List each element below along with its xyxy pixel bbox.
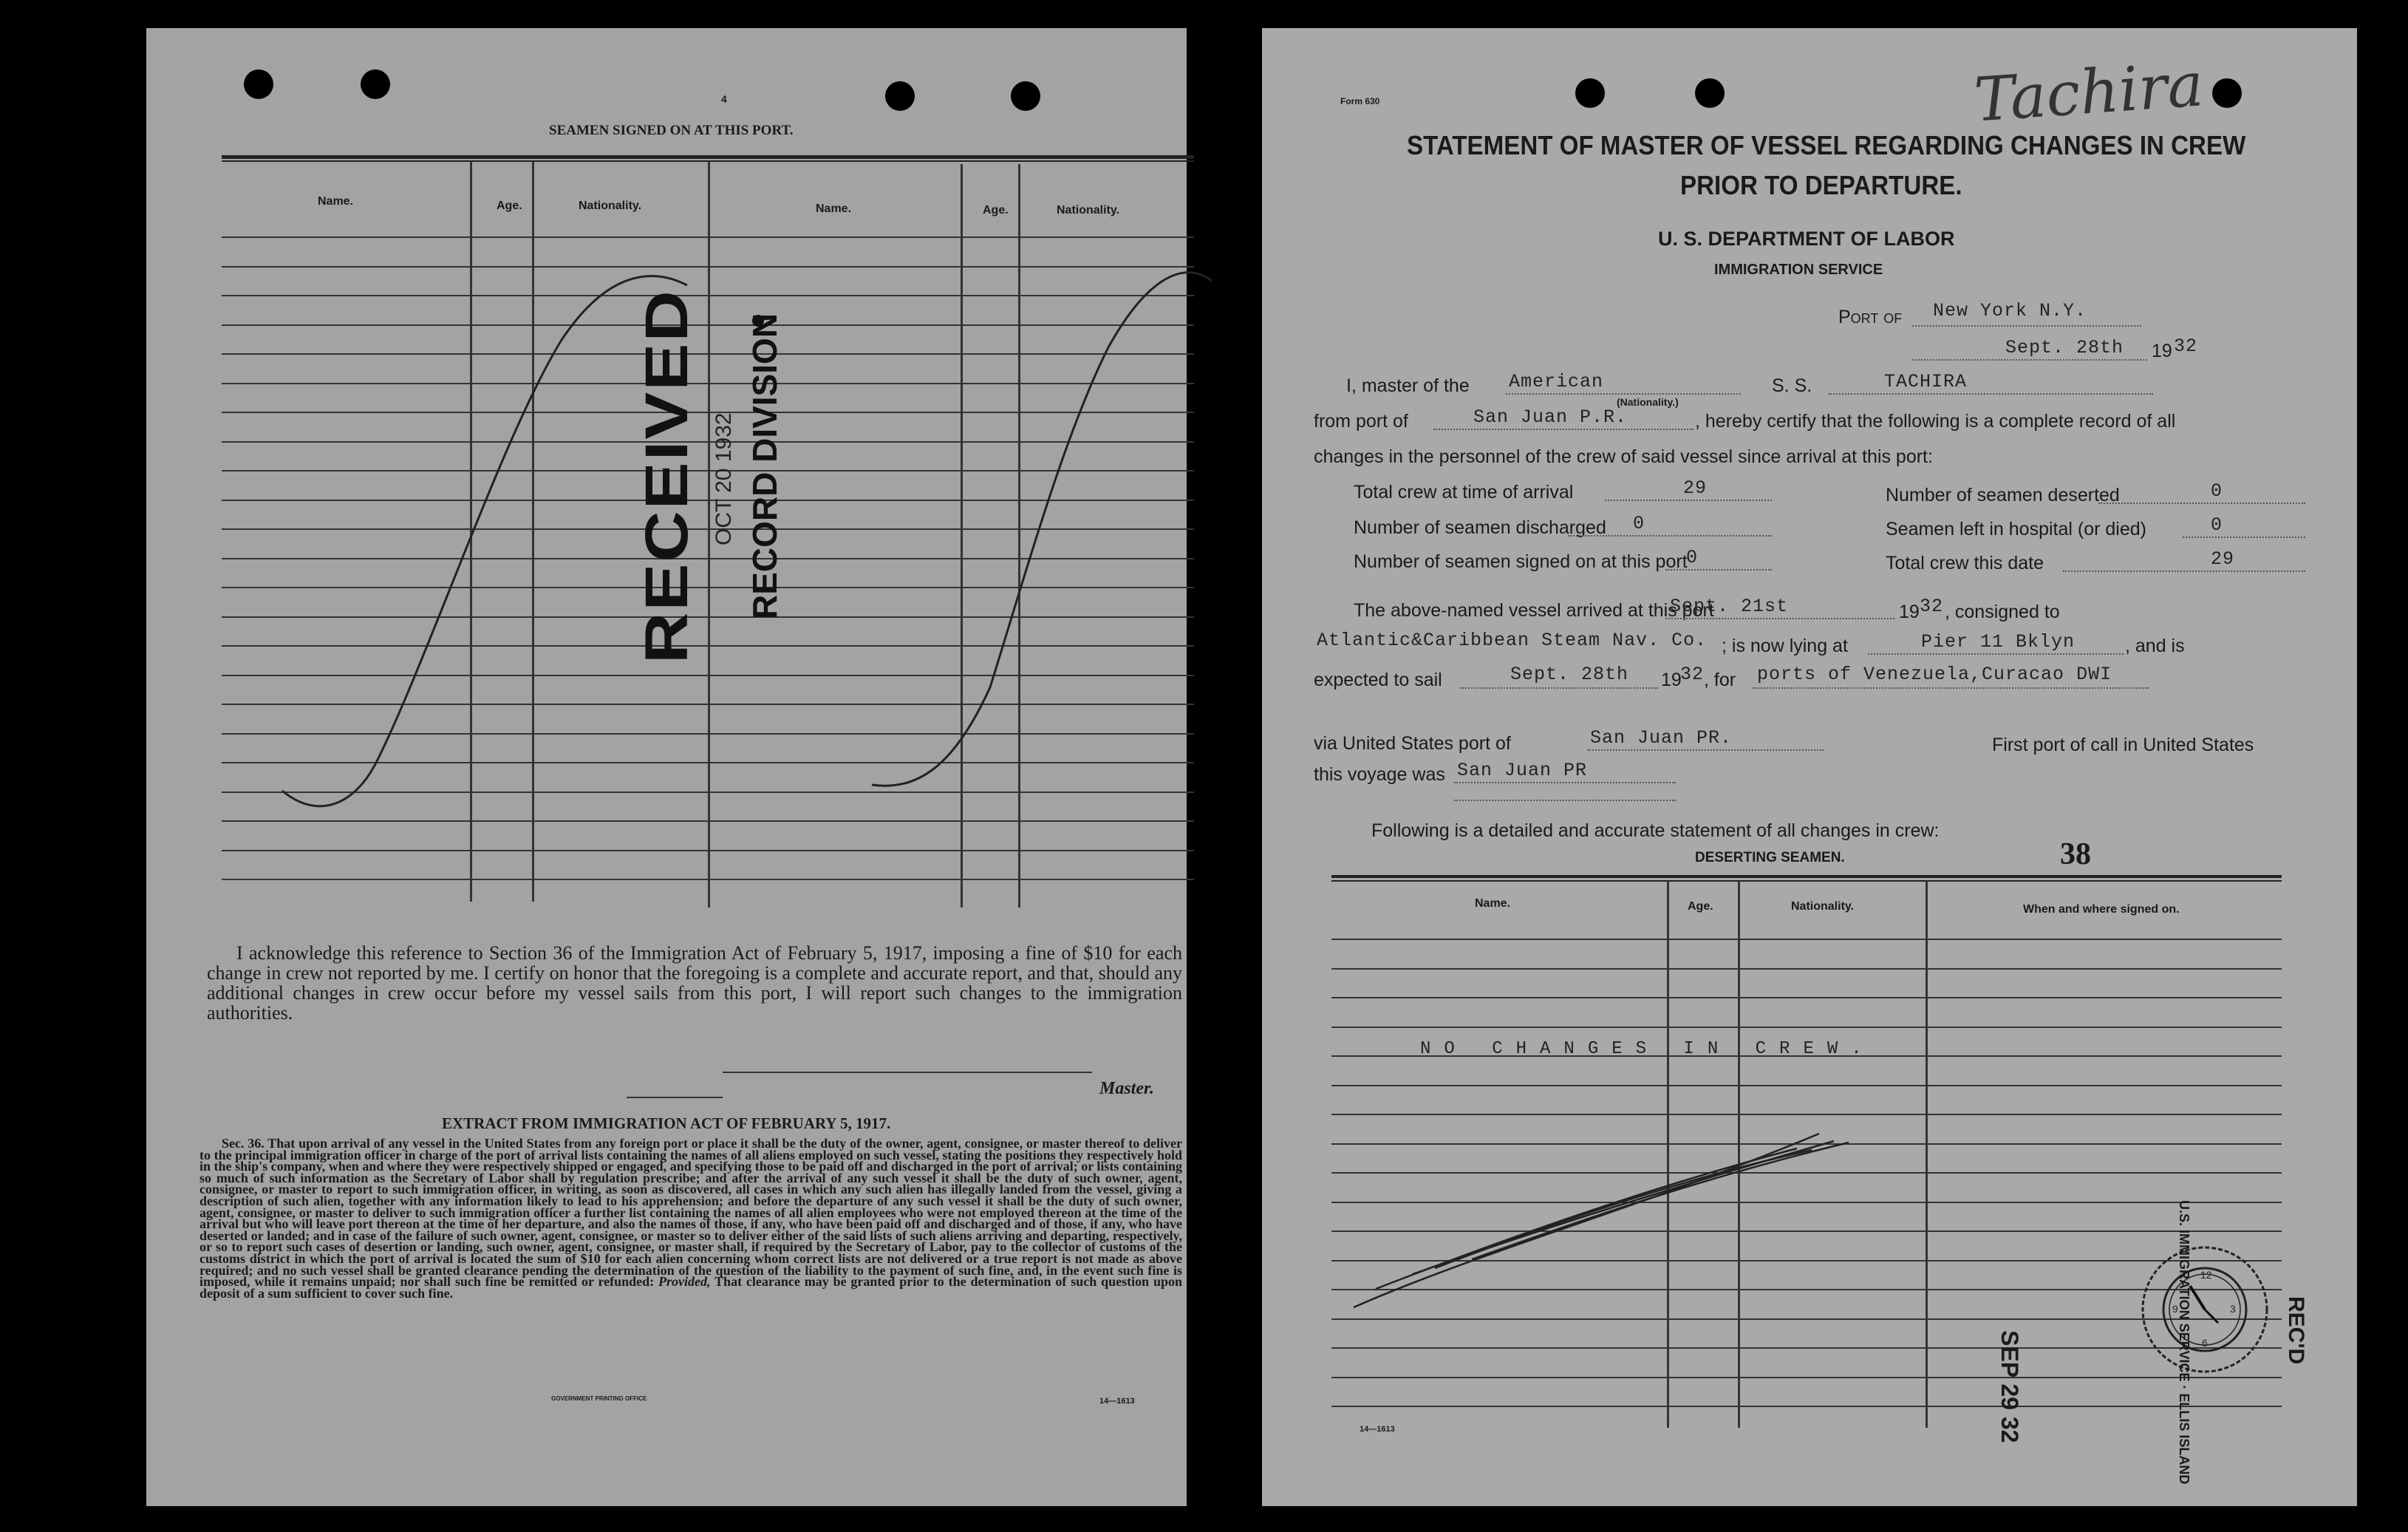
lying-label: ; is now lying at [1722,636,1848,656]
department-name: U. S. DEPARTMENT OF LABOR [1658,228,1955,250]
punch-hole [1575,78,1605,108]
deserting-number: 38 [2060,837,2091,871]
sail-value: Sept. 28th [1510,664,1629,685]
acknowledgement-text: I acknowledge this reference to Section 36 of the Immigration Act of February 5, 1917, imposing a fine of $10 for each change in crew not reported by me. I certify on honor that the foregoing is a complete and accurate report, and that, should any additional changes in crew occur before my vessel sails from this port, I will report such changes to the immigration authorities. [207,942,1182,1024]
form-code: 14—1613 [1099,1397,1135,1406]
total-today-value: 29 [2211,548,2235,570]
port-value: New York N.Y. [1933,300,2087,321]
form-code: 14—1613 [1360,1425,1395,1434]
immigration-clock-stamp [2138,1243,2271,1376]
arrived-value: Sept. 21st [1670,596,1789,617]
nationality-label: (Nationality.) [1617,396,1679,408]
ss-label: S. S. [1772,375,1812,396]
left-page: 4 SEAMEN SIGNED ON AT THIS PORT. Name. Age. Nationality. Name. Age. Nationality. RECEIVED OCT 20 1932 RECORD DIVISION I acknowledge this reference to Section 36 of the Immigration Act of February 5, 1917, imposing a fine of $10 for each change in crew not reported by me. I certify on honor that the foregoing is a complete and accurate report, and that, should any additional changes in crew occur before my vessel sails from this port, I will report such changes to the immigration authorities. Master. EXTRACT FROM IMMIGRATION ACT OF FEBRUARY 5, 1917. Sec. 36. That upon arrival of any vessel in the United States from any foreign port or place it shall be the duty of the owner, agent, consignee, or master thereof to deliver to the principal immigration officer in charge of the port of arrival lists containing the names of all aliens employed on such vessel, stating the positions they respectively hold in the ship's company, when and where they were respectively shipped or engaged, and specifying those to be paid off and discharged in the port of arrival; or lists containing so much of such information as the Secretary of Labor shall by regulation prescribe; and after the arrival of any such vessel it shall be the duty of such owner, agent, consignee, or master to report to such immigration officer, in writing, as soon as discovered, all cases in which any such alien has illegally landed from the vessel, giving a description of such alien, together with any information likely to lead to his apprehension; and before the departure of any such vessel it shall be the duty of such owner, agent, consignee, or master to deliver to such immigration officer a further list containing the names of all alien employees who were not employed thereon at the time of the arrival but who will leave port thereon at the time of her departure, and also the names of those, if any, who have been paid off and discharged and of those, if any, who have deserted or landed; and in case of the failure of such owner, agent, consignee, or master so to deliver either of the said lists of such aliens arriving and departing, respectively, or so to report such cases of desertion or landing, such owner, agent, consignee, or master shall, if required by the Secretary of Labor, pay to the collector of customs of the customs district in which the port of arrival is located the sum of $10 for each alien concerning whom correct lists are not delivered or a true report is not made as above required; and no such vessel shall be granted clearance pending the determination of the question of the liability to the payment of such fine, and, in the event such fine is imposed, while it remains unpaid; nor shall such fine be remitted or refunded: Provided, That clearance may be granted prior to the determination of such question upon deposit of a sum sufficient to cover such fine. GOVERNMENT PRINTING OFFICE 14—1613 [146,28,1187,1506]
svg-text:12: 12 [2200,1269,2212,1281]
deserting-title: DESERTING SEAMEN. [1695,850,1845,865]
year-prefix: 19 [2152,341,2172,361]
master-signature-line [723,1072,1092,1073]
consigned-label: , consigned to [1945,602,2060,622]
total-crew-arrival-value: 29 [1683,477,1708,499]
master-of-label: I, master of the [1346,375,1470,396]
punch-hole [361,69,390,99]
signed-on-label: Number of seamen signed on at this port [1354,551,1688,572]
master-label: Master. [1099,1079,1155,1098]
and-is-label: , and is [2125,636,2185,656]
via-value: San Juan PR. [1590,727,1733,749]
deserted-label: Number of seamen deserted [1886,485,2120,505]
first-port-label: First port of call in United States [1992,735,2254,755]
from-port-value: San Juan P.R. [1473,406,1628,428]
discharged-label: Number of seamen discharged [1354,517,1606,538]
certify-text: , hereby certify that the following is a complete record of all [1695,411,2176,432]
section-title: SEAMEN SIGNED ON AT THIS PORT. [549,123,794,138]
total-today-label: Total crew this date [1886,553,2044,573]
punch-hole [244,69,273,99]
consignee-value: Atlantic&Caribbean Steam Nav. Co. [1317,630,1708,651]
handwritten-vessel-name: Tachira [1972,50,2206,136]
right-page [1262,28,2357,1506]
extract-title: EXTRACT FROM IMMIGRATION ACT OF FEBRUARY 5, 1917. [442,1114,891,1132]
from-port-label: from port of [1314,411,1408,432]
svg-text:3: 3 [2230,1303,2236,1315]
col-header-age-2: Age. [983,204,1009,217]
col-header-nationality: Nationality. [1791,900,1855,913]
punch-hole [1695,78,1725,108]
col-header-age: Age. [497,200,522,212]
no-changes-note: NO CHANGES IN CREW. [1420,1039,1875,1059]
signed-on-value: 0 [1686,547,1699,568]
service-name: IMMIGRATION SERVICE [1714,262,1883,278]
stamp-ring-text: U.S. IMMIGRATION SERVICE · ELLIS ISLAND [2177,1200,2192,1485]
for-value: ports of Venezuela,Curacao DWI [1757,664,2112,685]
year-value: 32 [2174,336,2198,357]
sail-year: 32 [1680,664,1705,685]
extract-text [199,1138,1182,1299]
port-label: Port of [1838,307,1903,327]
punch-hole [1011,81,1040,111]
cancel-strokes [222,155,1194,924]
extract-proviso-label: Provided, [658,1274,711,1290]
signed-on-table [222,155,1194,924]
date-value: Sept. 28th [2005,337,2124,358]
ss-value: TACHIRA [1884,371,1968,392]
punch-hole [2212,78,2242,108]
lying-value: Pier 11 Bklyn [1921,631,2076,653]
total-crew-arrival-label: Total crew at time of arrival [1354,482,1574,503]
hospital-value: 0 [2211,514,2223,536]
svg-text:9: 9 [2172,1303,2178,1315]
hospital-label: Seamen left in hospital (or died) [1886,519,2146,539]
stamp-side-label: REC'D [2284,1296,2308,1365]
for-label: , for [1704,670,1736,690]
col-header-age: Age. [1688,900,1713,913]
printer-line: GOVERNMENT PRINTING OFFICE [551,1395,647,1402]
svg-text:6: 6 [2202,1337,2208,1349]
col-header-when-where: When and where signed on. [2023,903,2180,916]
form-title-line2: PRIOR TO DEPARTURE. [1680,170,1962,200]
arrived-year: 32 [1920,596,1944,617]
col-header-nationality: Nationality. [579,200,642,212]
following-text: Following is a detailed and accurate statement of all changes in crew: [1371,820,1940,841]
via-label: via United States port of [1314,733,1511,754]
arrived-label: The above-named vessel arrived at this port [1354,600,1714,621]
col-header-name: Name. [318,195,354,208]
form-label: Form 630 [1340,96,1380,106]
extract-body: Sec. 36. That upon arrival of any vessel in the United States from any foreign port or place it shall be the duty of the owner, agent, consignee, or master thereof to deliver to the principal immigration officer in charge of the port of arrival lists containing the names of all aliens employed on such vessel, stating the positions they respectively hold in the ship's company, when and where they were respectively shipped or engaged, and specifying those to be paid off and discharged in the port of arrival; or lists containing so much of such information as the Secretary of Labor shall by regulation prescribe; and after the arrival of any such vessel it shall be the duty of such owner, agent, consignee, or master to report to such immigration officer, in writing, as soon as discovered, all cases in which any such alien has illegally landed from the vessel, giving a description of such alien, together with any information likely to lead to his apprehension; and before the departure of any such vessel it shall be the duty of such owner, agent, consignee, or master to deliver to such immigration officer a further list containing the names of all alien employees who were not employed thereon at the time of the arrival but who will leave port thereon at the time of her departure, and also the names of those, if any, who have been paid off and discharged and of those, if any, who have deserted or landed; and in case of the failure of such owner, agent, consignee, or master so to deliver either of the said lists of such aliens arriving and departing, respectively, or so to report such cases of desertion or landing, such owner, agent, consignee, or master shall, if required by the Secretary of Labor, pay to the collector of customs of the customs district in which the port of arrival is located the sum of $10 for each alien concerning whom correct lists are not delivered or a true report is not made as above required; and no such vessel shall be granted clearance pending the determination of the question of the liability to the payment of such fine, and, in the event such fine is imposed, while it remains unpaid; nor shall such fine be remitted or refunded: [199,1136,1182,1290]
nationality-value: American [1509,371,1604,392]
extract-proviso: That clearance may be granted prior to the determination of such question upon deposit of a sum sufficient to cover such fine. [199,1274,1182,1301]
punch-hole [885,81,915,111]
col-header-nationality-2: Nationality. [1057,204,1120,217]
stamp-date: SEP 29 32 [1996,1330,2023,1443]
col-header-name: Name. [1475,897,1511,910]
voyage-value: San Juan PR [1457,760,1588,781]
sail-year-prefix: 19 [1661,670,1682,690]
col-header-name-2: Name. [816,202,852,215]
voyage-label: this voyage was [1314,764,1445,785]
deserted-value: 0 [2211,480,2223,502]
page-number: 4 [721,93,727,105]
form-title-line1: STATEMENT OF MASTER OF VESSEL REGARDING CHANGES IN CREW [1407,130,2246,160]
sail-label: expected to sail [1314,670,1442,690]
changes-text: changes in the personnel of the crew of said vessel since arrival at this port: [1314,446,1933,467]
discharged-value: 0 [1633,513,1645,534]
arrived-year-prefix: 19 [1899,602,1920,622]
